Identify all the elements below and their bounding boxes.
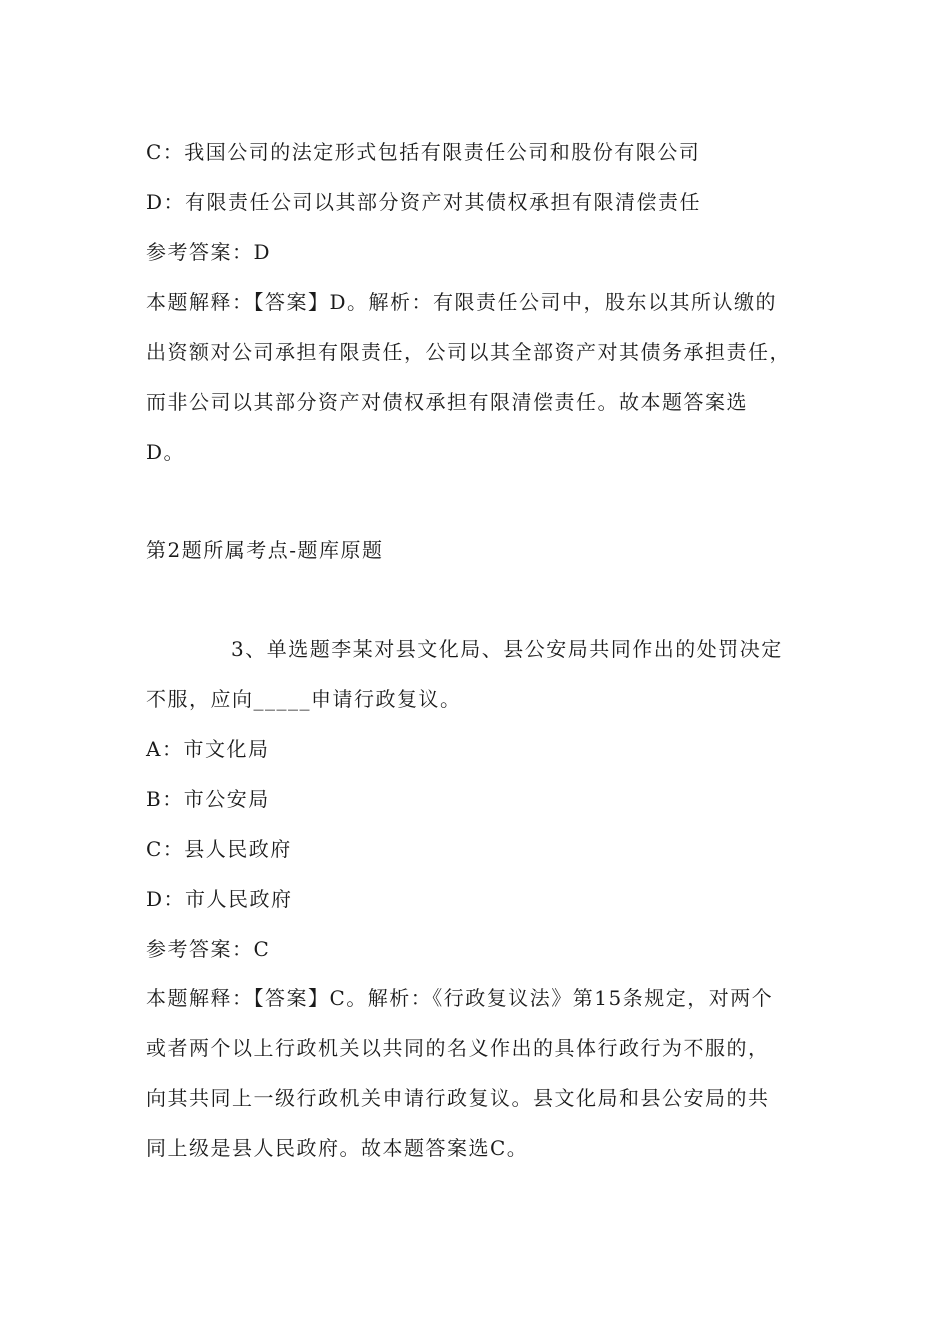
q3-explanation-line: 向其共同上一级行政机关申请行政复议。县文化局和县公安局的共 xyxy=(146,1086,770,1110)
q2-explanation-line: 而非公司以其部分资产对债权承担有限清偿责任。故本题答案选 xyxy=(146,390,748,414)
q3-stem-line: 3、单选题李某对县文化局、县公安局共同作出的处罚决定 xyxy=(231,637,783,661)
q2-answer: 参考答案：D xyxy=(146,240,272,264)
q2-option-c: C：我国公司的法定形式包括有限责任公司和股份有限公司 xyxy=(146,140,701,164)
q2-explanation-line: D。 xyxy=(146,440,186,464)
q2-explanation-line: 本题解释：【答案】D。解析：有限责任公司中，股东以其所认缴的 xyxy=(146,290,778,314)
q3-explanation-line: 本题解释：【答案】C。解析：《行政复议法》第15条规定，对两个 xyxy=(146,986,774,1010)
q3-stem-line: 不服，应向_____申请行政复议。 xyxy=(146,687,462,711)
section-heading: 第2题所属考点-题库原题 xyxy=(146,538,384,562)
q2-option-d: D：有限责任公司以其部分资产对其债权承担有限清偿责任 xyxy=(146,190,702,214)
q3-explanation-line: 或者两个以上行政机关以共同的名义作出的具体行政行为不服的， xyxy=(146,1036,770,1060)
q3-answer: 参考答案：C xyxy=(146,937,271,961)
q3-option-c: C：县人民政府 xyxy=(146,837,292,861)
q3-option-a: A：市文化局 xyxy=(146,737,270,761)
q3-explanation-line: 同上级是县人民政府。故本题答案选C。 xyxy=(146,1136,529,1160)
q2-explanation-line: 出资额对公司承担有限责任，公司以其全部资产对其债务承担责任， xyxy=(146,340,791,364)
q3-option-d: D：市人民政府 xyxy=(146,887,293,911)
q3-option-b: B：市公安局 xyxy=(146,787,270,811)
